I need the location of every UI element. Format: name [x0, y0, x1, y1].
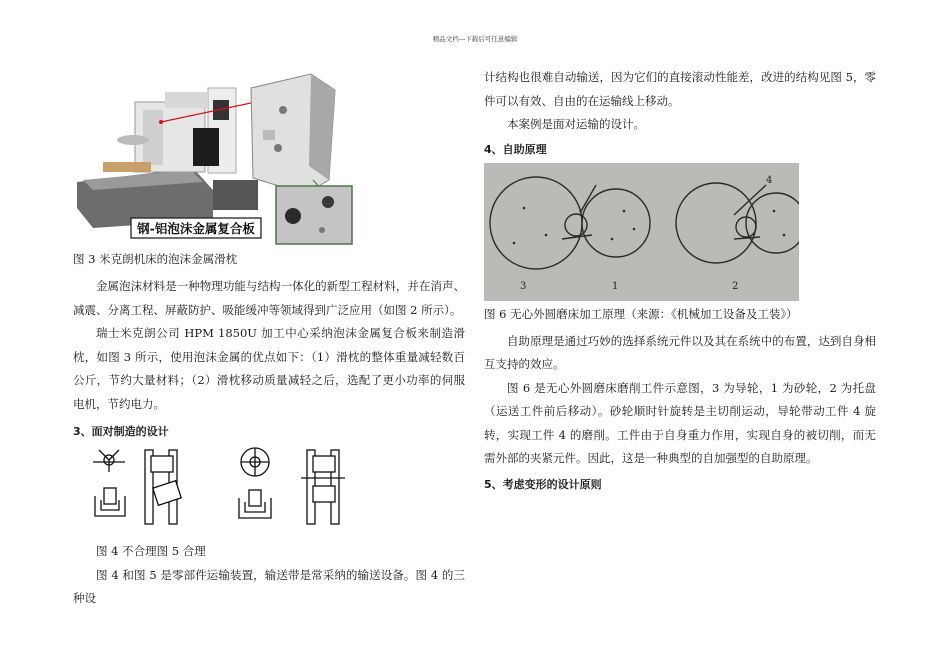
figure-6-grinder	[484, 163, 799, 301]
figure-6-caption: 图 6 无心外圆磨床加工原理（来源：《机械加工设备及工装》）	[484, 306, 798, 321]
paragraph-mikron: 瑞士米克朗公司 HPM 1850U 加工中心采纳泡沫金属复合板来制造滑枕，如图 3 所示，使用泡沫金属的优点如下：（1）滑枕的整体重量减轻数百公斤，节约大量材料；（2）滑枕移动质量减轻之后，选配了更小功率的伺服电机，节约电力。	[73, 326, 465, 411]
paragraph-figure-6-explain: 图 6 是无心外圆磨床磨削工件示意图，3 为导轮，1 为砂轮，2 为托盘（运送工件前后移动）。砂轮顺时针旋转是主切削运动，导轮带动工件 4 旋转，实现工件 4 的磨削。工件由于自身重力作用，实现自身的被切削，而无需外部的夹紧元件。因此，这是一种典型的自加强型的自助原理。	[484, 380, 876, 465]
figure-3-caption: 图 3 米克朗机床的泡沫金属滑枕	[73, 252, 238, 266]
figure-4-5-caption: 图 4 不合理图 5 合理	[96, 544, 206, 558]
centerless-grinder-diagram	[484, 163, 799, 301]
figure-4-5-conveyor	[87, 444, 379, 536]
section-5-heading: 5、考虑变形的设计原则	[484, 477, 602, 491]
label-support: 2	[732, 280, 739, 292]
right-column	[484, 66, 876, 495]
paragraph-self-help: 自助原理是通过巧妙的选择系统元件以及其在系统中的布置，达到自身相互支持的效应。	[484, 333, 876, 371]
paragraph-improved-structure: 计结构也很难自动输送，因为它们的直接滚动性能差，改进的结构见图 5，零件可以有效、自由的在运输线上移动。	[484, 70, 876, 108]
label-grinding-wheel: 1	[612, 280, 619, 292]
figure-3-label: 钢-铝泡沫金属复合板	[137, 221, 255, 236]
figure-3-machine	[73, 70, 353, 245]
paragraph-foam-material: 金属泡沫材料是一种物理功能与结构一体化的新型工程材料，并在消声、减震、分离工程、屏蔽防护、吸能缓冲等领域得到广泛应用（如图 2 所示）。	[73, 279, 465, 317]
paragraph-transport-case: 本案例是面对运输的设计。	[507, 117, 645, 131]
conveyor-diagrams	[87, 444, 379, 536]
label-guide-wheel: 3	[520, 280, 527, 292]
header-note: 精品文档---下载后可任意编辑	[432, 35, 518, 43]
left-column	[73, 70, 465, 611]
label-workpiece: 4	[766, 174, 773, 186]
section-3-heading: 3、面对制造的设计	[73, 425, 169, 438]
machine-tool-image	[73, 70, 353, 245]
paragraph-conveyor: 图 4 和图 5 是零部件运输装置，输送带是常采纳的输送设备。图 4 的三种设	[73, 567, 465, 605]
section-4-heading: 4、自助原理	[484, 142, 547, 156]
